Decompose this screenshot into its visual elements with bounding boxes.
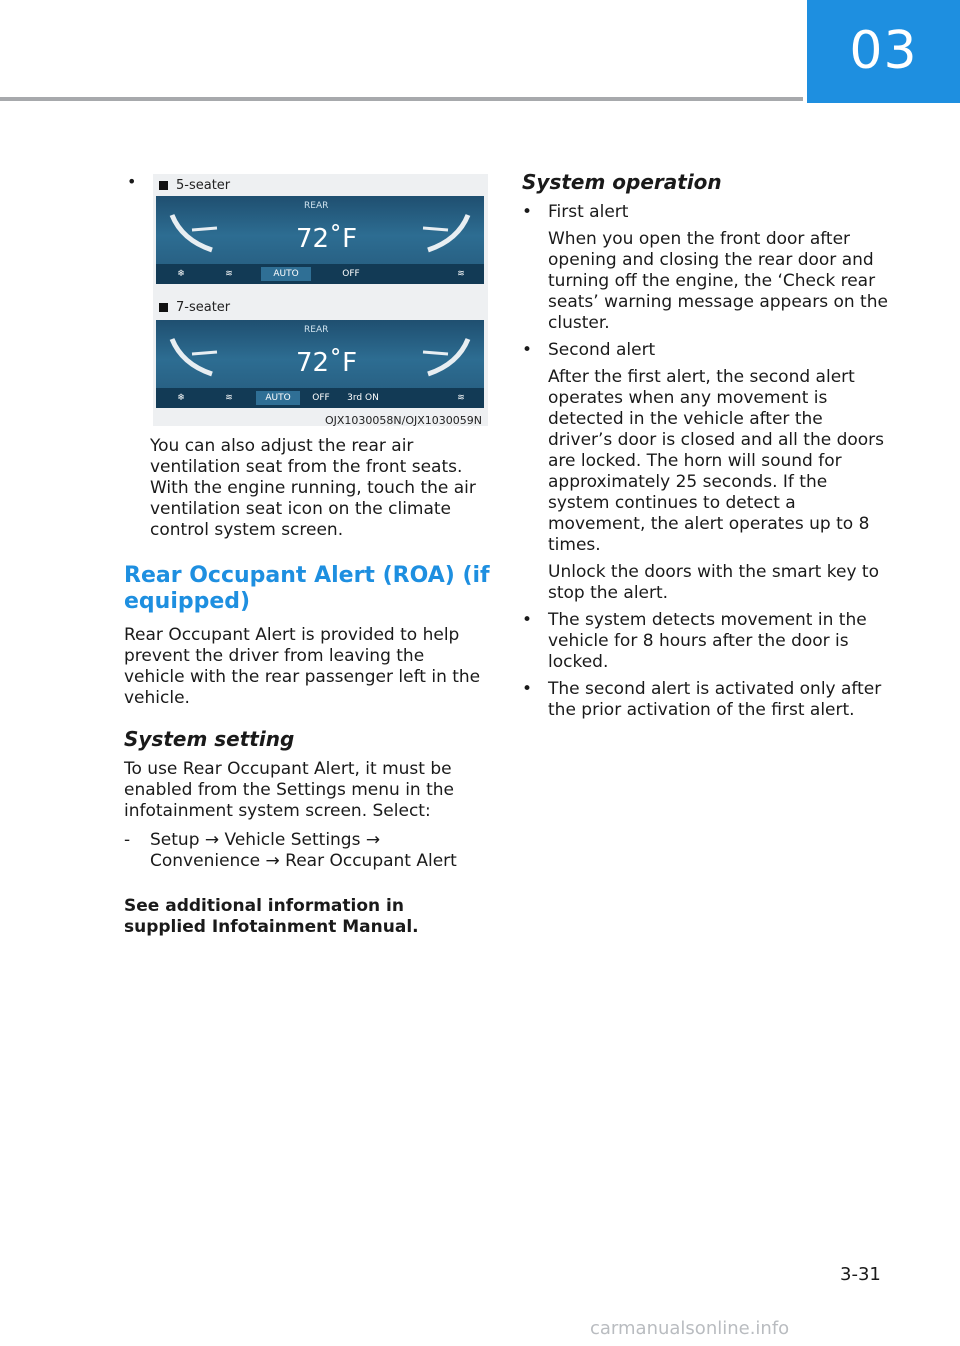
off-button[interactable]: OFF <box>342 269 360 279</box>
auto-button[interactable]: AUTO <box>261 267 311 281</box>
square-bullet-icon <box>159 303 168 312</box>
seat-airflow-icon <box>418 334 478 384</box>
square-bullet-icon <box>159 181 168 190</box>
list-item <box>522 202 892 223</box>
second-alert-text: After the first alert, the second alert operates when any movement is detected in the vehicle after the driver’s door is closed and all the doors are locked. The horn will sound for approximately 25 seconds. If the system continues to detect a movement, the alert operates up to 8 times. <box>548 367 885 555</box>
second-alert-title: Second alert <box>548 340 656 360</box>
figure-caption <box>150 436 490 541</box>
climate-panel-5-seater <box>156 196 484 284</box>
seat-vent-icon[interactable]: ❄ <box>177 393 185 403</box>
figure-label-5-seater <box>159 178 230 193</box>
bullet-icon: • <box>522 340 533 360</box>
figure-code: OJX1030058N/OJX1030059N <box>324 414 482 427</box>
system-operation-heading: System operation <box>522 170 722 194</box>
rear-label: REAR <box>304 201 329 211</box>
list-item <box>522 679 892 721</box>
rear-label: REAR <box>304 325 329 335</box>
dash-bullet: - <box>124 830 131 850</box>
system-setting-text: To use Rear Occupant Alert, it must be enabled from the Settings menu in the infotainment system screen. Select: <box>124 759 454 821</box>
temperature-readout: 72˚F <box>296 348 358 378</box>
page-number: 3-31 <box>840 1264 881 1285</box>
figure-label-7-seater <box>159 300 230 315</box>
settings-path-line: Setup → Vehicle Settings → <box>150 830 381 850</box>
seat-airflow-icon <box>162 210 222 260</box>
chapter-tab: 03 <box>807 0 960 103</box>
watermark: carmanualsonline.info <box>590 1318 790 1339</box>
control-bar <box>156 264 484 284</box>
third-row-on-button[interactable]: 3rd ON <box>347 393 379 403</box>
bullet-icon: • <box>522 679 533 699</box>
label-text: 5-seater <box>176 178 231 193</box>
seat-airflow-icon <box>418 210 478 260</box>
temperature-readout: 72˚F <box>296 224 358 254</box>
label-text: 7-seater <box>176 300 231 315</box>
seat-heat-icon[interactable]: ≋ <box>457 269 465 279</box>
roa-intro: Rear Occupant Alert is provided to help prevent the driver from leaving the vehicle with the rear passenger left in the vehicle. <box>124 625 481 708</box>
seat-airflow-icon <box>162 334 222 384</box>
settings-path <box>124 830 490 872</box>
figure-text: You can also adjust the rear air ventilation seat from the front seats. With the engine running, touch the air ventilation seat icon on the climate control system screen. <box>150 436 476 540</box>
bullet-icon: • <box>522 610 533 630</box>
first-alert-text: When you open the front door after opening and closing the rear door and turning off the engine, the ‘Check rear seats’ warning message appears on the cluster. <box>548 229 888 333</box>
auto-button[interactable]: AUTO <box>256 391 300 405</box>
roa-section <box>124 563 490 938</box>
second-only-text: The second alert is activated only after the prior activation of the first alert. <box>548 679 882 720</box>
header-rule <box>0 97 803 101</box>
seat-heat-icon[interactable]: ≋ <box>457 393 465 403</box>
unlock-text: Unlock the doors with the smart key to stop the alert. <box>548 562 879 603</box>
roa-heading: Rear Occupant Alert (ROA) (if equipped) <box>124 563 490 614</box>
list-item <box>522 340 892 361</box>
off-button[interactable]: OFF <box>312 393 330 403</box>
settings-path-line: Convenience → Rear Occupant Alert <box>150 851 457 871</box>
list-item <box>522 610 892 673</box>
detect-text: The system detects movement in the vehicle for 8 hours after the door is locked. <box>548 610 867 672</box>
seat-heat-icon[interactable]: ≋ <box>225 393 233 403</box>
figure-bullet: • <box>127 172 137 191</box>
seat-vent-icon[interactable]: ❄ <box>177 269 185 279</box>
first-alert-title: First alert <box>548 202 629 222</box>
system-setting-heading: System setting <box>124 727 295 751</box>
climate-panel-7-seater <box>156 320 484 408</box>
see-additional-info: See additional information in supplied Infotainment Manual. <box>124 896 419 937</box>
climate-figure <box>153 174 488 426</box>
seat-heat-icon[interactable]: ≋ <box>225 269 233 279</box>
settings-path-text <box>150 830 457 872</box>
system-operation-section <box>522 170 892 721</box>
bullet-icon: • <box>522 202 533 222</box>
